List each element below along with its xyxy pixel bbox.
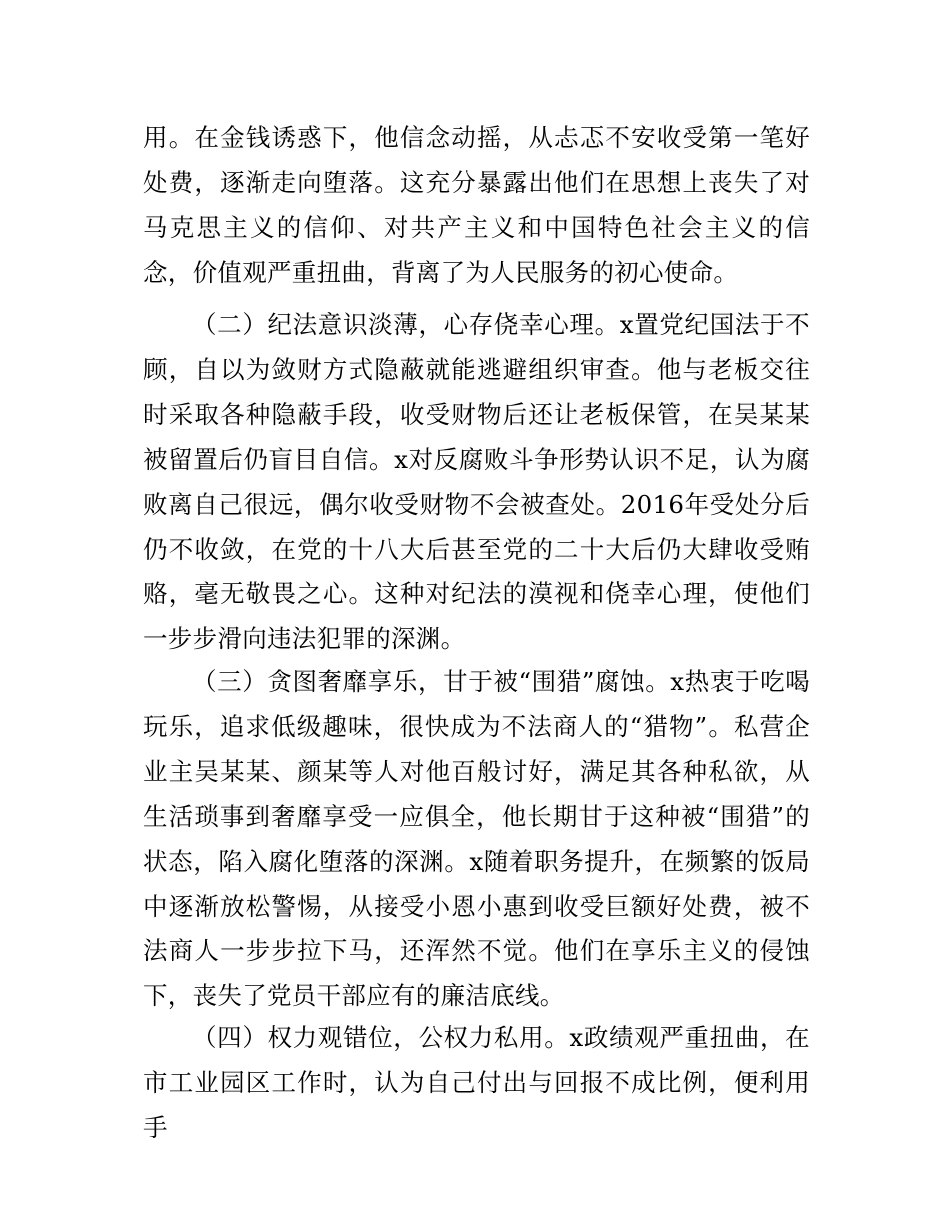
paragraph-section-3: （三）贪图奢靡享乐，甘于被“围猎”腐蚀。x热衷于吃喝玩乐，追求低级趣味，很快成为不法商人的“猎物”。私营企业主吴某某、颜某等人对他百般讨好，满足其各种私欲，从生活琐事到奢靡享受一应俱全，他长期甘于这种被“围猎”的状态，陷入腐化堕落的深渊。x随着职务提升，在频繁的饭局中逐渐放松警惕，从接受小恩小惠到收受巨额好处费，被不法商人一步步拉下马，还浑然不觉。他们在享乐主义的侵蚀下，丧失了党员干部应有的廉洁底线。 <box>143 667 810 1011</box>
paragraph-section-4: （四）权力观错位，公权力私用。x政绩观严重扭曲，在市工业园区工作时，认为自己付出与回报不成比例，便利用手 <box>143 1023 810 1142</box>
paragraph-section-2: （二）纪法意识淡薄，心存侥幸心理。x置党纪国法于不顾，自以为敛财方式隐蔽就能逃避组织审查。他与老板交往时采取各种隐蔽手段，收受财物后还让老板保管，在吴某某被留置后仍盲目自信。x对反腐败斗争形势认识不足，认为腐败离自己很远，偶尔收受财物不会被查处。2016年受处分后仍不收敛，在党的十八大后甚至党的二十大后仍大肆收受贿赂，毫无敬畏之心。这种对纪法的漠视和侥幸心理，使他们一步步滑向违法犯罪的深渊。 <box>143 310 810 654</box>
paragraph-continuation: 用。在金钱诱惑下，他信念动摇，从忐忑不安收受第一笔好处费，逐渐走向堕落。这充分暴露出他们在思想上丧失了对马克思主义的信仰、对共产主义和中国特色社会主义的信念，价值观严重扭曲，背离了为人民服务的初心使命。 <box>143 123 810 287</box>
